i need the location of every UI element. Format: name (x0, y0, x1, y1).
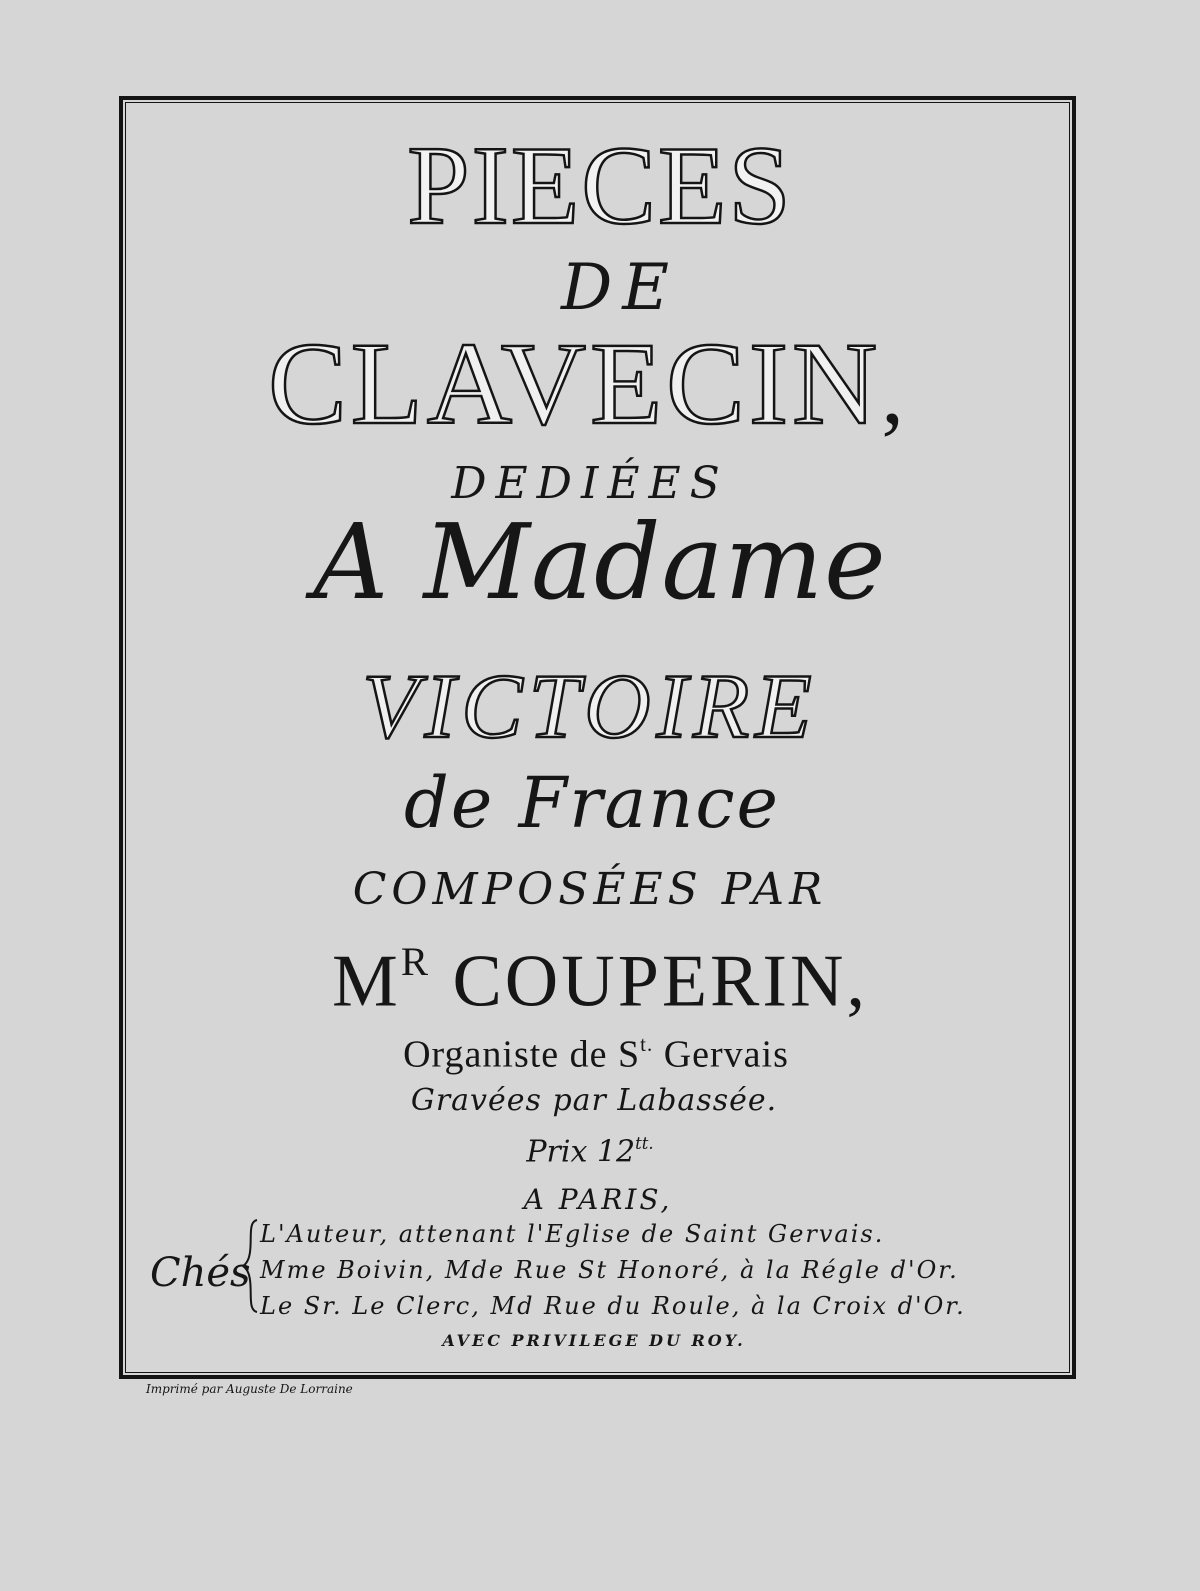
composer-composees-par: COMPOSÉES PAR (352, 864, 828, 915)
dedication-dediees: DEDIÉES (451, 458, 729, 509)
publishers-ches: Chés (150, 1250, 251, 1296)
title-clavecin: CLAVECIN, (268, 318, 908, 449)
publishers-block (150, 1218, 1050, 1328)
composer-position: Organiste de $S^{t.}$ Gervais (403, 1032, 789, 1076)
composer-honorific-sup: R (400, 939, 431, 984)
composer-honorific: M (332, 940, 401, 1023)
dedication-de-france: de France (404, 762, 780, 844)
dedication-victoire: VICTOIRE (362, 655, 818, 757)
curly-brace-icon (242, 1218, 260, 1314)
title-pieces: PIECES (407, 124, 793, 248)
dedication-a-madame: A Madame (313, 501, 887, 623)
publisher-address-2: Mme Boivin, Mde Rue St Honoré, à la Régle d'Or. (260, 1256, 959, 1284)
price-sup: tt. (635, 1134, 654, 1153)
engraver-line: Gravées par Labassée. (410, 1083, 778, 1118)
publisher-address-1: L'Auteur, attenant l'Eglise de Saint Gervais. (260, 1220, 885, 1248)
title-de: DE (560, 251, 680, 325)
imprint-line: Imprimé par Auguste De Lorraine (146, 1382, 353, 1396)
composer-comma: , (846, 940, 868, 1023)
position-sup: t. (640, 1032, 654, 1056)
publisher-address-3: Le Sr. Le Clerc, Md Rue du Roule, à la Croix d'Or. (260, 1292, 966, 1320)
privilege-line: AVEC PRIVILEGE DU ROY. (442, 1331, 746, 1350)
composer-name: COUPERIN (452, 940, 847, 1023)
title-comma: , (881, 344, 908, 443)
price-line: Prix $12^{tt.}$ (526, 1134, 654, 1170)
composer-name-line (0, 939, 1200, 1023)
publication-city: A PARIS, (523, 1183, 673, 1216)
